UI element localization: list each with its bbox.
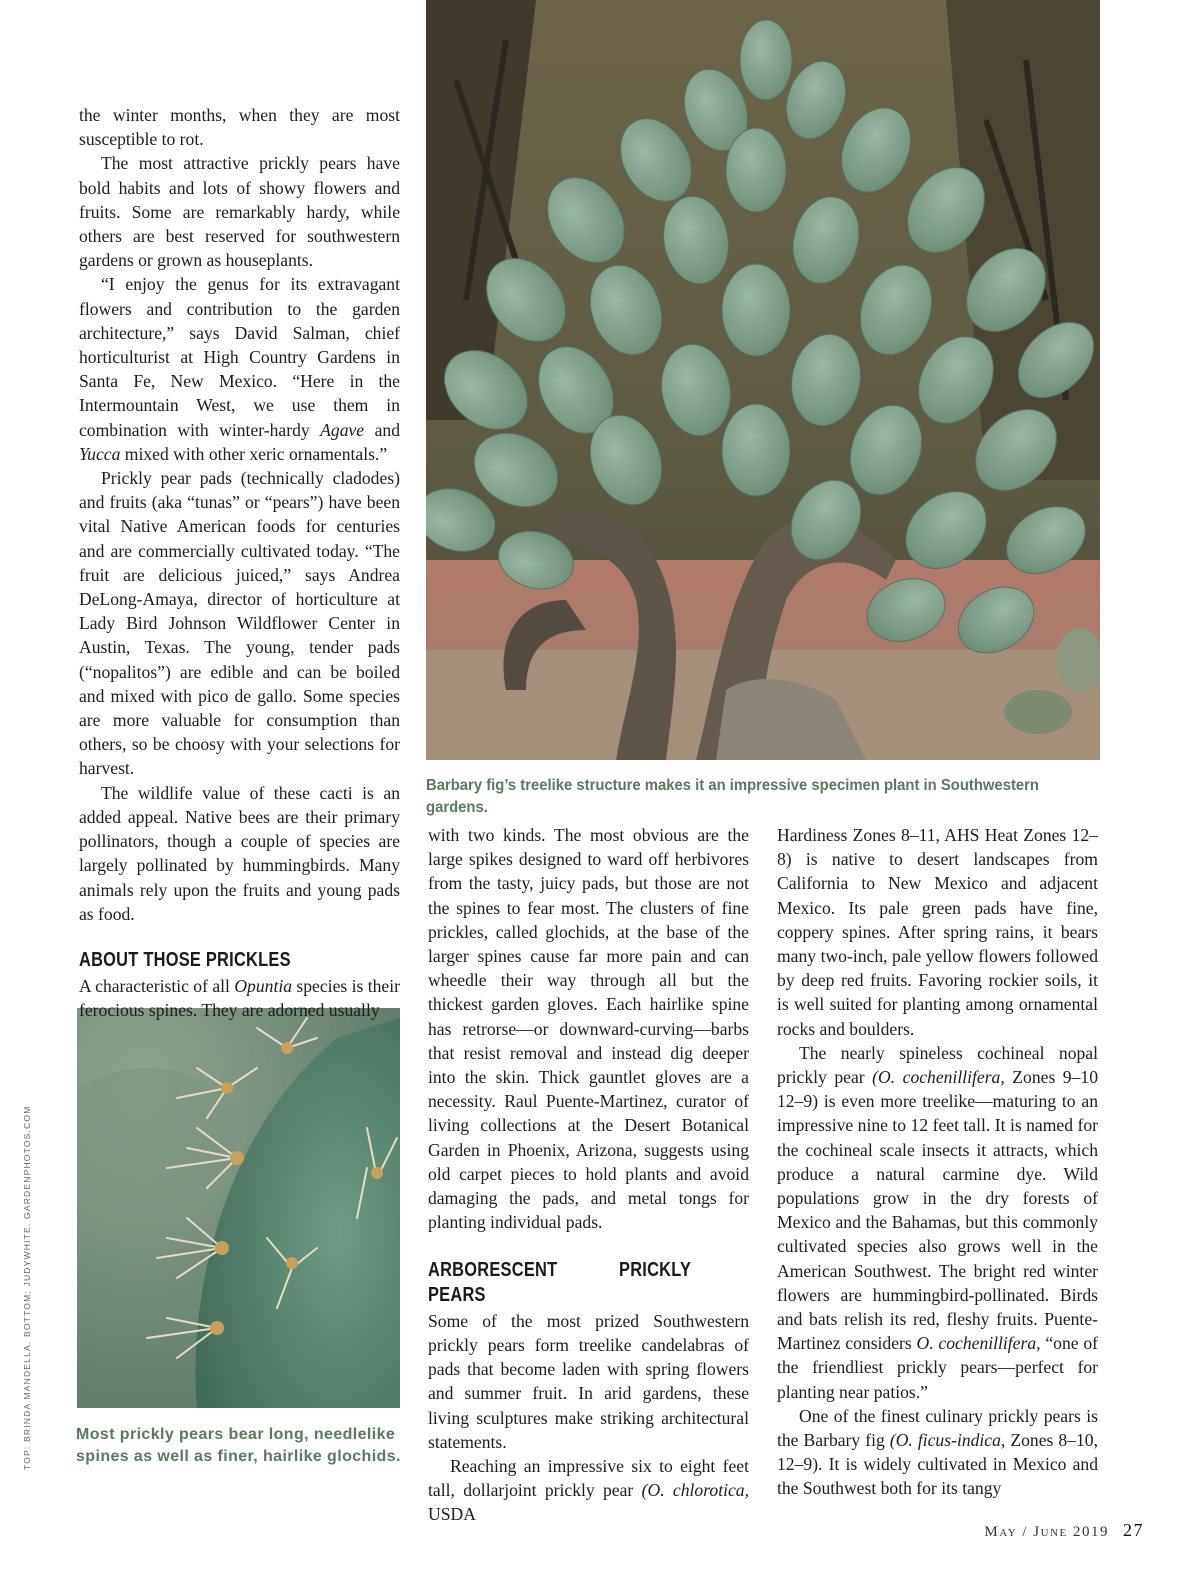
- col2-paragraph-3: Reaching an impressive six to eight feet tall, dollarjoint prickly pear (O. chlorotica, USDA: [428, 1456, 749, 1525]
- issue-date: May / June 2019: [984, 1524, 1109, 1540]
- column-3: [777, 823, 1098, 1501]
- col2-paragraph-1: with two kinds. The most obvious are the large spikes designed to ward off herbivores from the tasty, juicy pads, but those are not the spines to fear most. The clusters of fine prickles, called glochids, at the base of the larger spines cause far more pain and can wheedle their way through all but the thickest garden gloves. Each hairlike spine has retrorse—or downward-curving—barbs that resist removal and instead dig deeper into the skin. Thick gauntlet gloves are a necessity. Raul Puente-Martinez, curator of living collections at the Desert Botanical Garden in Phoenix, Arizona, suggests using old carpet pieces to hold plants and avoid damaging the pads, and metal tongs for planting individual pads.: [428, 825, 749, 1233]
- col3-paragraph-3: One of the finest culinary prickly pears is the Barbary fig (O. ficus-indica, Zones 8–10, 12–9). It is widely cultivated in Mexico and the Southwest both for its tangy: [777, 1405, 1098, 1499]
- col1-paragraph-5: The wildlife value of these cacti is an added appeal. Native bees are their primary pollinators, though a couple of species are largely pollinated by hummingbirds. Many animals rely upon the fruits and young pads as food.: [79, 782, 400, 924]
- prickly-pear-spines-photo: [77, 1008, 400, 1408]
- section-heading-arborescent: ARBORESCENT PRICKLY PEARS: [428, 1259, 692, 1306]
- photo-credit: TOP: BRINDA MANDELLA. BOTTOM: JUDYWHITE. GARDENPHOTOS.COM: [22, 1105, 32, 1470]
- col1-paragraph-4: Prickly pear pads (technically cladodes) and fruits (aka “tunas” or “pears”) have been vital Native American foods for centuries and are commercially cultivated today. “The fruit are delicious juiced,” says Andrea DeLong-Amaya, director of horticulture at Lady Bird Johnson Wildflower Center in Austin, Texas. The young, tender pads (“nopalitos”) are edible and can be boiled and mixed with pico de gallo. Some species are more valuable for consumption than others, so be choosy with your selections for harvest.: [79, 468, 400, 779]
- top-photo-caption: Barbary fig’s treelike structure makes it an impressive specimen plant in Southwestern gardens.: [426, 777, 1039, 816]
- section-heading-about-prickles: ABOUT THOSE PRICKLES: [79, 948, 291, 971]
- barbary-fig-photo: [426, 0, 1100, 760]
- col3-paragraph-2: The nearly spineless cochineal nopal prickly pear (O. cochenillifera, Zones 9–10 12–9) is even more treelike—maturing to an impressive nine to 12 feet tall. It is named for the cochineal scale insects it attracts, which produce a natural carmine dye. Wild populations grow in the dry forests of Mexico and the Bahamas, but this commonly cultivated species also grows well in the American Southwest. The bright red winter flowers are hummingbird-pollinated. Birds and bats relish its red, fleshy fruits. Puente-Martinez considers O. cochenillifera, “one of the friendliest prickly pears—perfect for planting near patios.”: [777, 1042, 1098, 1402]
- col3-paragraph-1: Hardiness Zones 8–11, AHS Heat Zones 12–8) is native to desert landscapes from California to New Mexico and adjacent Mexico. Its pale green pads have fine, coppery spines. After spring rains, it bears many two-inch, pale yellow flowers followed by deep red fruits. Favoring rockier soils, it is well suited for planting among ornamental rocks and boulders.: [777, 825, 1098, 1039]
- page-folio: [984, 1520, 1144, 1541]
- col1-paragraph-1: the winter months, when they are most susceptible to rot.: [79, 105, 400, 150]
- col1-paragraph-6: A characteristic of all Opuntia species is their ferocious spines. They are adorned usually: [79, 976, 400, 1021]
- column-1: [79, 103, 400, 1023]
- col1-paragraph-3: “I enjoy the genus for its extravagant flowers and contribution to the garden architecture,” says David Salman, chief horticulturist at High Country Gardens in Santa Fe, New Mexico. “Here in the Intermountain West, we use them in combination with winter-hardy Agave and Yucca mixed with other xeric ornamentals.”: [79, 274, 400, 464]
- col2-paragraph-2: Some of the most prized Southwestern prickly pears form treelike candelabras of pads that become laden with spring flowers and summer fruit. In arid gardens, these living sculptures make striking architectural statements.: [428, 1310, 749, 1452]
- col1-paragraph-2: The most attractive prickly pears have bold habits and lots of showy flowers and fruits. Some are remarkably hardy, while others are best reserved for southwestern gardens or grown as houseplants.: [79, 153, 400, 271]
- column-2: [428, 823, 749, 1527]
- bottom-photo-caption: Most prickly pears bear long, needlelike spines as well as finer, hairlike glochids.: [76, 1426, 401, 1465]
- page-number: 27: [1123, 1520, 1144, 1540]
